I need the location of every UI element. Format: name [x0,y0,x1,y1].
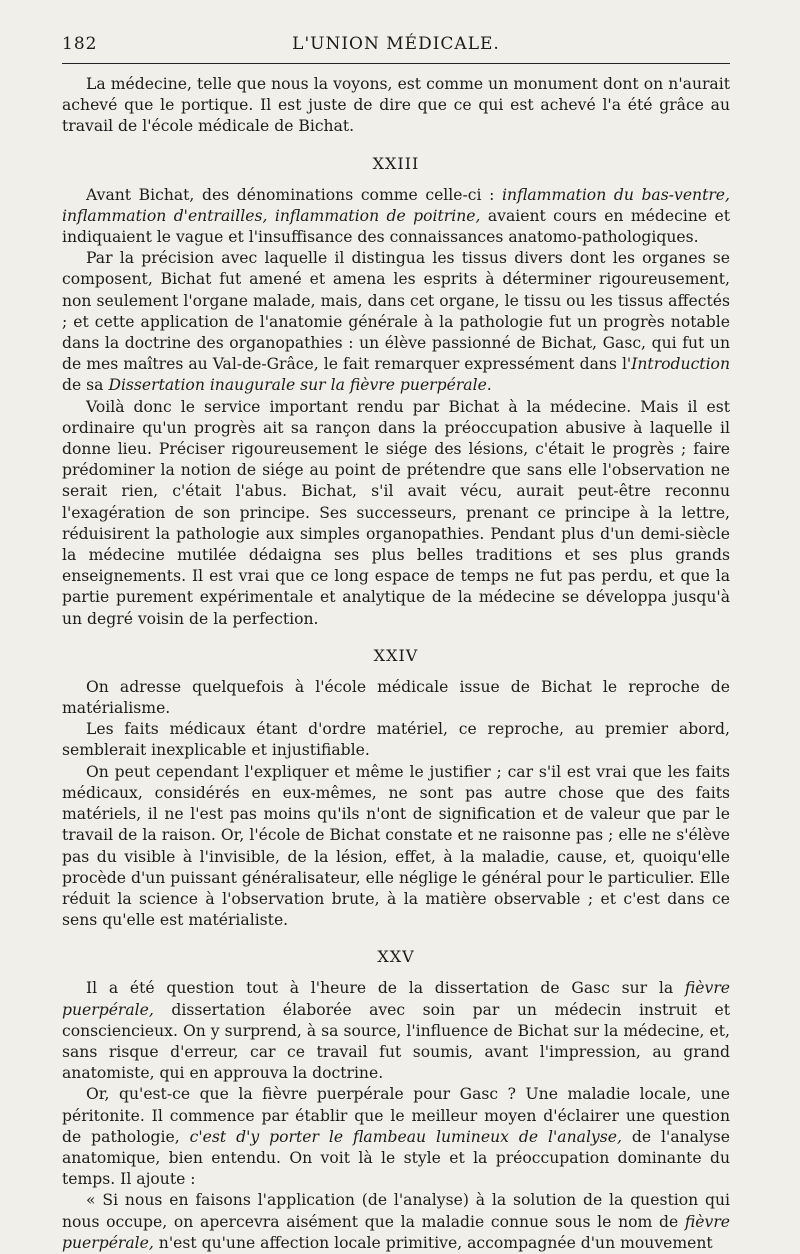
italic-text: fièvre puerpérale, [62,979,730,1019]
paragraph [62,1084,730,1190]
paragraph [62,397,730,630]
text-run: Par la précision avec laquelle il distingua les tissus divers dont les organes se composent, Bichat fut amené et amena les esprits à déterminer rigoureusement, non seulement l'organe malade, mais, dans cet organe, le tissu ou les tissus affectés ; et cette application de l'anatomie générale à la pathologie fut un progrès notable dans la doctrine des organopathies : un élève passionné de Bichat, Gasc, qui fut un de mes maîtres au Val-de-Grâce, le fait remarquer expressément dans l' [62,249,730,374]
text-run: avaient cours en médecine et indiquaient le vague et l'insuffisance des connaissances anatomo-pathologiques. [62,206,731,247]
paragraph [62,74,730,138]
paragraph [62,185,730,249]
paragraph [62,1190,730,1254]
text-run: On adresse quelquefois à l'école médicale issue de Bichat le reproche de matérialisme. [62,677,730,718]
text-run: La médecine, telle que nous la voyons, est comme un monument dont on n'aurait achevé que le portique. Il est juste de dire que ce qui est achevé l'a été grâce au travail de l'école médicale de Bichat. [62,75,730,136]
italic-text: fièvre puerpérale, [62,1212,730,1252]
italic-text: inflammation du bas-ventre, [501,185,730,204]
document-body [62,74,730,1254]
italic-text: c'est d'y porter le flambeau lumineux de l'analyse, [189,1127,622,1146]
paragraph [62,719,730,761]
paragraph [62,762,730,932]
text-run: dissertation élaborée avec soin par un médecin instruit et consciencieux. On y surprend, à sa source, l'influence de Bichat sur la médecine, et, sans risque d'erreur, car ce travail fut soumis, avant l'impression, au grand anatomiste, qui en approuva la doctrine. [62,1000,730,1083]
paragraph [62,248,730,396]
italic-text: Dissertation inaugurale sur la fièvre puerpérale. [108,376,492,395]
section-heading: XXV [377,947,415,967]
page-number: 182 [62,34,98,54]
text-run: Les faits médicaux étant d'ordre matériel, ce reproche, au premier abord, semblerait inexplicable et injustifiable. [62,720,730,760]
italic-text: inflammation de poitrine, [274,206,481,225]
text-run: Or, qu'est-ce que la fièvre puerpérale pour Gasc ? Une maladie locale, une péritonite. Il commence par établir que le meilleur moyen d'éclairer une question de pathologie, [62,1085,730,1146]
paragraph [62,677,730,719]
text-run: On peut cependant l'expliquer et même le justifier ; car s'il est vrai que les faits médicaux, considérés en eux-mêmes, ne sont pas autre chose que des faits matériels, il ne l'est pas moins qu'ils n'ont de signification et de valeur que par le travail de la raison. Or, l'école de Bichat constate et ne raisonne pas ; elle ne s'élève pas du visible à l'invisible, de la lésion, effet, à la maladie, cause, et, quoiqu'elle procède d'un puissant généralisateur, elle néglige le général pour le particulier. Elle réduit la science à l'observation brute, à la matière observable ; et c'est dans ce sens qu'elle est matérialiste. [62,762,730,930]
text-run [267,207,274,225]
italic-text: inflammation d'entrailles, [62,206,268,225]
text-run: de l'analyse anatomique, bien entendu. On voit là le style et la préoccupation dominante du temps. Il ajoute : [62,1127,730,1189]
text-run: Il a été question tout à l'heure de la dissertation de Gasc sur la [86,979,685,998]
header-rule [62,63,730,64]
running-header [62,30,730,60]
text-run: Voilà donc le service important rendu par Bichat à la médecine. Mais il est ordinaire qu'un progrès ait sa rançon dans la préoccupation abusive à laquelle il donne lieu. Préciser rigoureusement le siége des lésions, c'était le progrès ; faire prédominer la notion de siége au point de prétendre que sans elle l'observation ne serait rien, c'était l'abus. Bichat, s'il avait vécu, aurait peut-être reconnu l'exagération de son principe. Ses successeurs, prenant ce principe à la lettre, réduisirent la pathologie aux simples organopathies. Pendant plus d'un demi-siècle la médecine mutilée dédaigna ses plus belles traditions et ses plus grands enseignements. Il est vrai que ce long espace de temps ne fut pas perdu, et que la partie purement expérimentale et analytique de la médecine se développa jusqu'à un degré voisin de la perfection. [62,397,730,628]
text-run: Avant Bichat, des dénominations comme celle-ci : [86,185,502,204]
italic-text: Introduction [631,355,730,374]
paragraph [62,978,730,1084]
text-run: de sa [62,376,109,395]
text-run: « Si nous en faisons l'application (de l'analyse) à la solution de la question qui nous occupe, on apercevra aisément que la maladie connue sous le nom de [62,1191,730,1231]
text-run: n'est qu'une affection locale primitive, accompagnée d'un mouvement [153,1233,713,1252]
section-heading: XXIII [372,153,420,173]
journal-title: L'UNION MÉDICALE. [292,34,500,54]
section-heading: XXIV [373,645,419,665]
